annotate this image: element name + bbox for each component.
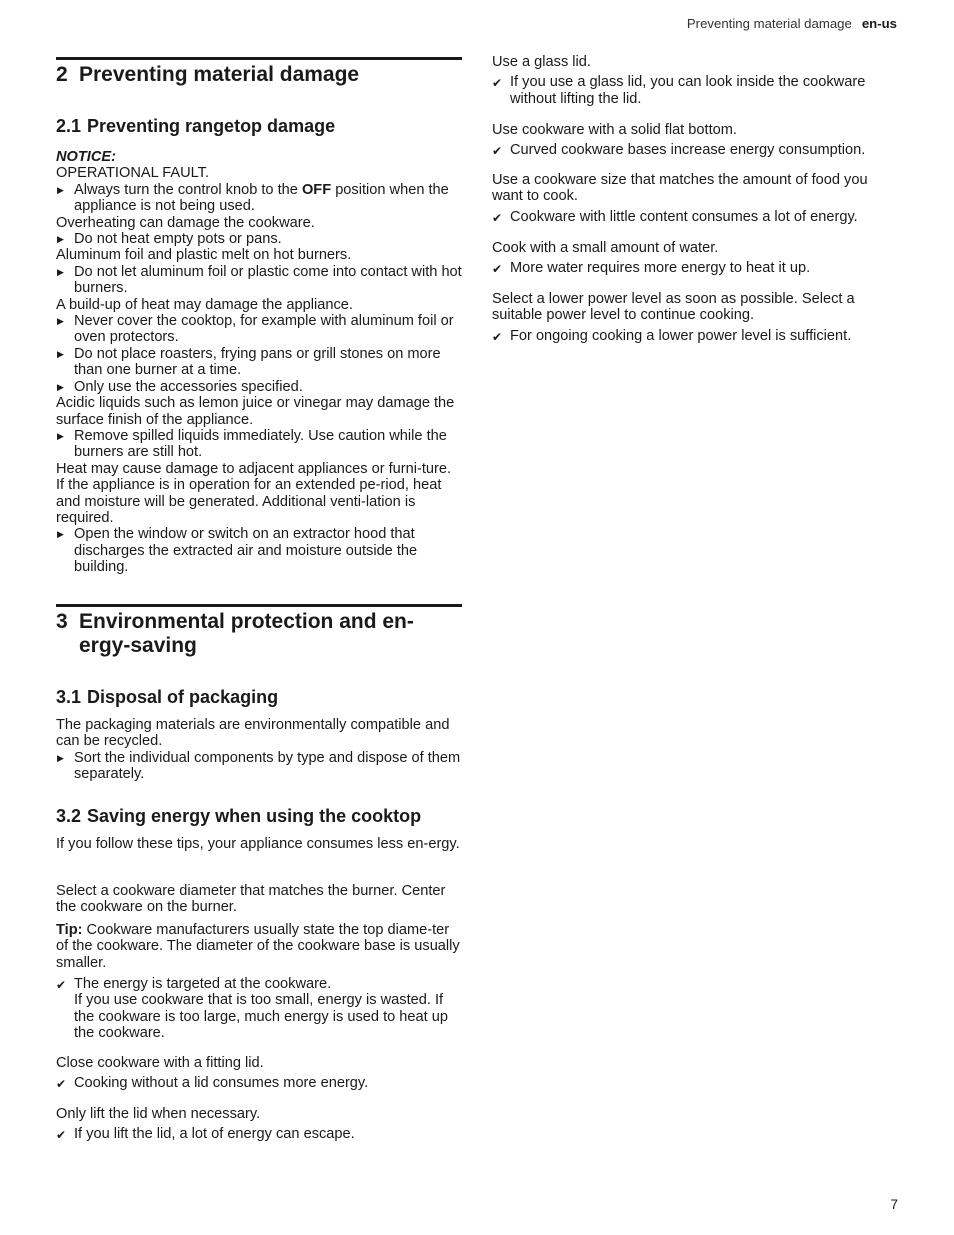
section-3-1-number: 3.1 <box>56 687 82 707</box>
list-item: ▶ Only use the accessories specified. <box>57 378 303 395</box>
checkmark-icon: ✔ <box>492 262 503 277</box>
list-item: ▶ Do not place roasters, frying pans or grill stones on more than one burner at a time. <box>57 345 441 379</box>
triangle-right-icon: ▶ <box>57 316 64 327</box>
triangle-right-icon: ▶ <box>57 381 64 392</box>
list-item: ▶ Do not let aluminum foil or plastic come into contact with hot burners. <box>57 263 462 297</box>
running-header <box>687 16 897 32</box>
list-item: ✔ For ongoing cooking a lower power level is sufficient. <box>492 327 852 344</box>
list-item: ▶ Do not heat empty pots or pans. <box>57 231 282 248</box>
checkmark-icon: ✔ <box>492 329 503 344</box>
energy-tip-2 <box>56 1055 462 1092</box>
paragraph: Acidic liquids such as lemon juice or vinegar may damage the surface finish of the appliance. <box>56 395 455 428</box>
tip-paragraph: Tip: Cookware manufacturers usually state the top diame-ter of the cookware. The diameter of the cookware base is usually smaller. <box>56 922 460 971</box>
paragraph: The packaging materials are environmentally compatible and can be recycled. <box>56 717 450 750</box>
paragraph: A build-up of heat may damage the appliance. <box>56 296 353 313</box>
section-3-2-heading <box>56 806 421 827</box>
triangle-right-icon: ▶ <box>57 266 64 277</box>
paragraph: Heat may cause damage to adjacent appliances or furni-ture. If the appliance is in operation for an extended pe-riod, heat and moisture will be generated. Additional venti-lation is required. <box>56 460 452 526</box>
tip-block <box>56 922 462 971</box>
packaging-body <box>56 717 462 783</box>
energy-tip-8 <box>492 291 902 344</box>
energy-tip-3 <box>56 1106 462 1143</box>
section-2-heading <box>56 57 462 87</box>
section-3-number: 3 <box>56 610 68 633</box>
section-3-title: Environmental protection and en-ergy-saving <box>79 610 414 657</box>
paragraph: Aluminum foil and plastic melt on hot burners. <box>56 247 352 264</box>
list-item: ▶ Sort the individual components by type and dispose of them separately. <box>57 749 461 783</box>
section-2-1-title: Preventing rangetop damage <box>87 116 336 136</box>
checkmark-icon: ✔ <box>492 144 503 159</box>
list-item: ✔ Cookware with little content consumes a lot of energy. <box>492 208 858 225</box>
list-item: ▶ Open the window or switch on an extractor hood that discharges the extracted air and moisture outside the building. <box>57 526 418 576</box>
list-item: ✔ More water requires more energy to heat it up. <box>492 260 811 277</box>
list-item: ✔ The energy is targeted at the cookware. If you use cookware that is too small, energy is wasted. If the cookware is too large, much energy is used to heat up the cookware. <box>56 976 448 1042</box>
paragraph: Use cookware with a solid flat bottom. <box>492 122 737 138</box>
energy-tip-4 <box>492 54 902 107</box>
section-3-2-title: Saving energy when using the cooktop <box>87 806 422 826</box>
header-title: Preventing material damage <box>686 16 852 31</box>
triangle-right-icon: ▶ <box>57 184 64 195</box>
section-2-number: 2 <box>56 63 68 86</box>
tip-label: Tip: <box>56 922 83 938</box>
section-3-2-number: 3.2 <box>56 806 82 826</box>
list-item: ✔ Cooking without a lid consumes more energy. <box>56 1075 369 1092</box>
paragraph: Overheating can damage the cookware. <box>56 214 315 231</box>
checkmark-icon: ✔ <box>56 978 67 992</box>
section-3-1-heading <box>56 687 278 708</box>
triangle-right-icon: ▶ <box>57 752 64 763</box>
checkmark-icon: ✔ <box>56 1077 67 1092</box>
page-number: 7 <box>890 1197 898 1212</box>
list-item: ✔ If you lift the lid, a lot of energy can escape. <box>56 1126 355 1143</box>
paragraph: Cook with a small amount of water. <box>492 240 719 256</box>
rangetop-damage-body <box>56 149 462 576</box>
triangle-right-icon: ▶ <box>57 430 64 441</box>
energy-tip-1 <box>56 883 462 916</box>
paragraph: Use a cookware size that matches the amount of food you want to cook. <box>492 172 868 205</box>
fault-text: OPERATIONAL FAULT. <box>56 165 209 182</box>
list-item: ▶ Always turn the control knob to the OFF position when the appliance is not being used. <box>57 181 449 215</box>
triangle-right-icon: ▶ <box>57 234 64 245</box>
list-item: ✔ If you use a glass lid, you can look inside the cookware without lifting the lid. <box>492 74 866 107</box>
paragraph: Use a glass lid. <box>492 54 591 70</box>
off-label: OFF <box>301 181 332 198</box>
energy-tip-7 <box>492 240 902 277</box>
list-item: ▶ Remove spilled liquids immediately. Use caution while the burners are still hot. <box>57 427 447 461</box>
section-2-1-number: 2.1 <box>56 116 82 136</box>
paragraph: Only lift the lid when necessary. <box>56 1106 261 1122</box>
checkmark-icon: ✔ <box>492 210 503 225</box>
header-language: en-us <box>861 16 897 31</box>
paragraph: Close cookware with a fitting lid. <box>56 1055 264 1071</box>
checkmark-icon: ✔ <box>56 1128 67 1143</box>
triangle-right-icon: ▶ <box>57 348 64 359</box>
section-3-1-title: Disposal of packaging <box>87 687 279 707</box>
energy-check-1 <box>56 976 462 1042</box>
triangle-right-icon: ▶ <box>57 529 64 540</box>
list-item: ✔ Curved cookware bases increase energy consumption. <box>492 142 866 159</box>
energy-tip-5 <box>492 122 902 159</box>
section-2-1-heading <box>56 116 335 137</box>
paragraph: Select a lower power level as soon as possible. Select a suitable power level to continue cooking. <box>492 291 855 324</box>
section-3-heading <box>56 604 462 658</box>
notice-label: NOTICE: <box>56 149 116 165</box>
paragraph: If you follow these tips, your appliance consumes less en-ergy. <box>56 836 460 852</box>
paragraph: Select a cookware diameter that matches the burner. Center the cookware on the burner. <box>56 883 446 916</box>
energy-intro <box>56 836 462 852</box>
energy-tip-6 <box>492 172 902 225</box>
list-item: ▶ Never cover the cooktop, for example with aluminum foil or oven protectors. <box>57 313 454 346</box>
checkmark-icon: ✔ <box>492 76 503 91</box>
section-2-title: Preventing material damage <box>79 63 360 86</box>
